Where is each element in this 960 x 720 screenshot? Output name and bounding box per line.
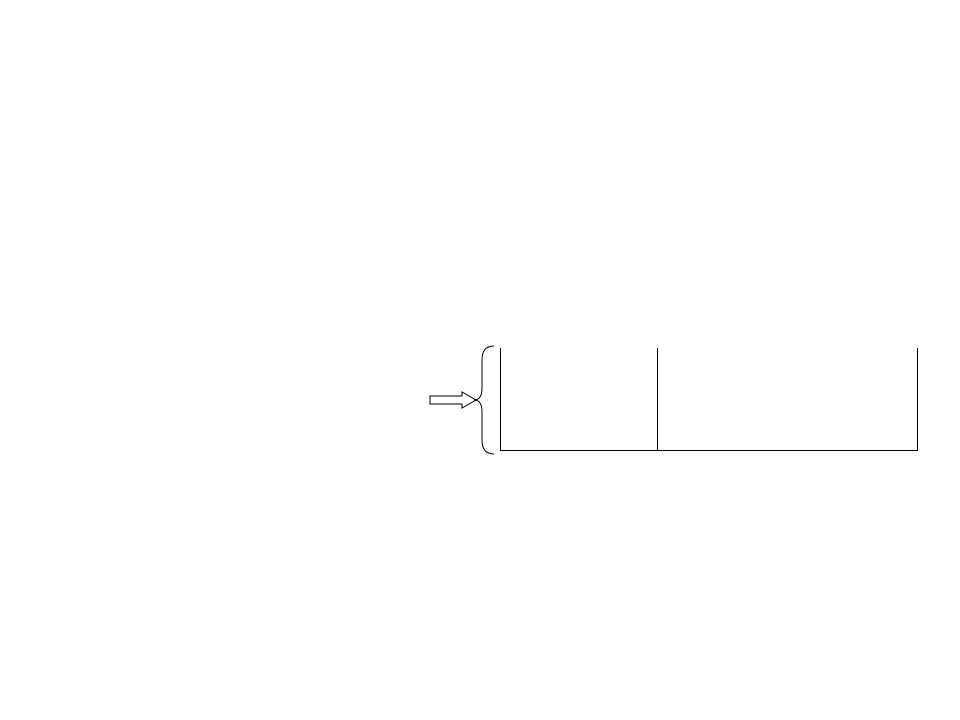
left-brace-icon [474, 346, 494, 454]
phase-1-task-grid [500, 348, 918, 451]
double-arrow-icon [430, 392, 476, 408]
